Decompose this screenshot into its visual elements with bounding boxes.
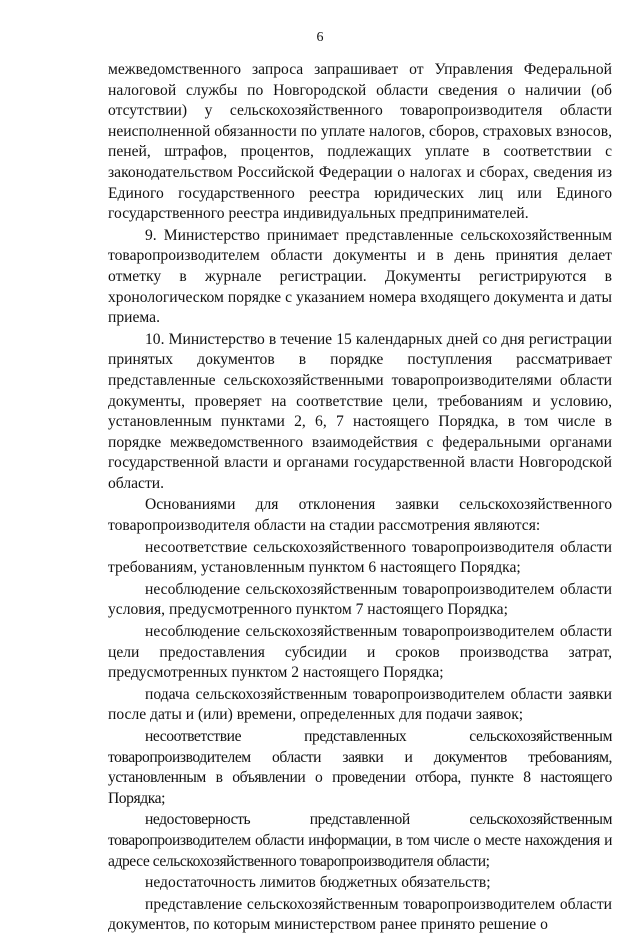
list-item-ground: недостоверность представленной сельскохозяйственным товаропроизводителем области информации, в том числе о месте нахождения и адресе сельскохозяйственного товаропроизводителя области; <box>108 811 612 870</box>
paragraph-item-9: 9. Министерство принимает представленные сельскохозяйственным товаропроизводителем области документы и в день принятия делает отметку в журнале регистрации. Документы регистрируются в хронологическом порядке с указанием номера входящего документа и даты приема. <box>108 226 612 327</box>
paragraph-continuation: межведомственного запроса запрашивает от Управления Федеральной налоговой службы по Новгородской области сведения о наличии (об отсутствии) у сельскохозяйственного товаропроизводителя области неисполненной обязанности по уплате налогов, сборов, страховых взносов, пеней, штрафов, процентов, подлежащих уплате в соответствии с законодательством Российской Федерации о налогах и сборах, сведения из Единого государственного реестра юридических лиц или Единого государственного реестра индивидуальных предпринимателей. <box>108 61 612 223</box>
document-body <box>108 60 612 936</box>
list-item-ground: недостаточность лимитов бюджетных обязательств; <box>145 874 491 892</box>
page-number: 6 <box>316 30 324 45</box>
list-item-ground: подача сельскохозяйственным товаропроизводителем области заявки после даты и (или) времени, определенных для подачи заявок; <box>108 685 612 724</box>
list-item-ground: представление сельскохозяйственным товаропроизводителем области документов, по которым министерством ранее принято решение о <box>108 895 612 934</box>
list-item-ground: несоблюдение сельскохозяйственным товаропроизводителем области условия, предусмотренного пунктом 7 настоящего Порядка; <box>108 580 612 619</box>
list-item-ground: несоответствие представленных сельскохозяйственным товаропроизводителем области заявки и документов требованиям, установленным в объявлении о проведении отбора, пункте 8 настоящего Порядка; <box>108 728 612 807</box>
list-item-ground: несоответствие сельскохозяйственного товаропроизводителя области требованиям, установленным пунктом 6 настоящего Порядка; <box>108 538 612 577</box>
paragraph-rejection-grounds: Основаниями для отклонения заявки сельскохозяйственного товаропроизводителя области на стадии рассмотрения являются: <box>108 496 612 535</box>
list-item-ground: несоблюдение сельскохозяйственным товаропроизводителем области цели предоставления субсидии и сроков производства затрат, предусмотренных пунктом 2 настоящего Порядка; <box>108 623 612 682</box>
paragraph-item-10: 10. Министерство в течение 15 календарных дней со дня регистрации принятых документов в порядке поступления рассматривает представленные сельскохозяйственными товаропроизводителями области документы, проверяет на соответствие цели, требованиям и условию, установленным пунктами 2, 6, 7 настоящего Порядка, в том числе в порядке межведомственного взаимодействия с федеральными органами государственной власти и органами государственной власти Новгородской области. <box>108 330 612 492</box>
